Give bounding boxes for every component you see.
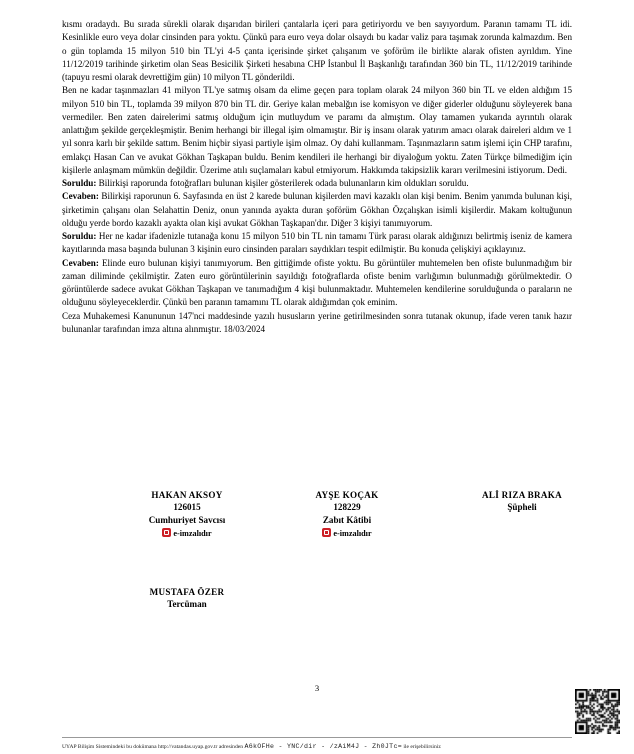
- signature-number: 126015: [173, 502, 201, 513]
- esignature-text: e-imzalıdır: [173, 529, 212, 539]
- signature-name: MUSTAFA ÖZER: [149, 587, 225, 597]
- page-number: 3: [314, 683, 320, 693]
- paragraph: kısmı oradaydı. Bu sırada sürekli olarak dışarıdan birileri çantalarla içeri para getiriyordu ve ben sayıyordum. Paranın tamamı TL idi. Kesinlikle euro veya dolar cinsinden para yoktu. Çünkü para euro veya dolar olsaydı bu kadar valiz para taşımak zorunda kalmazdım. Ben o gün toplamda 15 milyon 510 bin TL'yi 4-5 çanta içerisinde şirket çalışanım ve şoförüm ile birlikte alarak ofisten ayrıldım. Yine 11/12/2019 tarihinde şirketim olan Seas Besicilik Şirketi hesabına CHP İstanbul İl Başkanlığı tarafından 360 bin TL, 11/12/2019 tarihinde (tapuyu resmi olarak devrettiğim gün) 10 milyon TL gönderildi.: [62, 19, 572, 82]
- footer-divider: [62, 737, 572, 738]
- signature-role: Zabıt Kâtibi: [322, 514, 372, 525]
- signature-role: Şüpheli: [507, 502, 537, 513]
- signature-block-second-row: [62, 586, 572, 646]
- esignature-mark: [162, 528, 211, 540]
- paragraph-text: Bilirkişi raporunun 6. Sayfasında en üst 2 karede bulunan kişilerden mavi kazaklı olan kişi benim. Benim yanımda bulunan kişi, şirketimin çalışanı olan Selahattin Deniz, onun yanında ayakta duran şoförüm Gökhan Özçalışkan isimli kişilerdir. Makam koltuğunun olduğu yerde bordo kazaklı ayakta olan kişi avukat Gökhan Taşkapan'dır. Diğer 3 kişiyi tanımıyorum.: [62, 191, 572, 228]
- paragraph: [62, 230, 572, 257]
- signature-name: HAKAN AKSOY: [151, 490, 223, 500]
- signature-prosecutor: [102, 489, 272, 541]
- document-body: [62, 18, 572, 336]
- footer-access-code: A6kOFHe - YNC/dir - /zAiM4J - Zh0JTc=: [244, 743, 402, 750]
- signature-name: AYŞE KOÇAK: [315, 490, 379, 500]
- paragraph: [62, 177, 572, 190]
- paragraph-label: Cevaben:: [62, 257, 99, 268]
- signature-name: ALİ RIZA BRAKA: [482, 490, 562, 500]
- paragraph: Ceza Muhakemesi Kanununun 147'nci maddesinde yazılı hususların yerine getirilmesinden sonra tutanak okunup, ifade veren tanık hazır bulunanlar tarafından imza altına alınmıştır. 18/03/2024: [62, 310, 572, 334]
- footer-suffix: ile erişebilirsiniz: [401, 744, 441, 750]
- signature-number: 128229: [333, 502, 361, 513]
- paragraph-label: Soruldu:: [62, 231, 97, 241]
- qr-code: [575, 689, 620, 734]
- signature-interpreter: [102, 586, 272, 611]
- paragraph-text: Bilirkişi raporunda fotoğrafları bulunan kişiler gösterilerek odada bulunanların kim oldukları soruldu.: [96, 178, 469, 188]
- signature-block: [62, 489, 572, 549]
- footer-prefix: UYAP Bilişim Sistemindeki bu dokümana http://vatandas.uyap.gov.tr adresinden: [62, 744, 245, 750]
- paragraph-text: Her ne kadar ifadenizle tutanağa konu 15 milyon 510 bin TL nin tamamı Türk parası olarak aldığınızı belirtmiş iseniz de kamera kayıtlarında masa başında bulunan 3 kişinin euro cinsinden paraları saydıkları tespit edilmiştir. Bu konuda çelişkiyi açıklayınız.: [62, 231, 572, 255]
- signature-clerk: [267, 489, 427, 541]
- paragraph: Ben ne kadar taşınmazları 41 milyon TL'ye satmış olsam da elime geçen para toplam olarak 24 milyon 360 bin TL ve elden aldığım 15 milyon 510 bin TL, toplamda 39 milyon 870 bin TL dir. Geriye kalan mebalğın ise komisyon ve diğer giderler olduğunu söyleyerek bana vermediler. Ben zaten dairelerimi satmış olduğum için mutluydum ve paramı da almıştım. Olay tamamen yukarıda ayrıntılı olarak anlattığım şekilde gerçekleşmiştir. Benim herhangi bir illegal işim olmamıştır. Bir iş insanı olarak yatırım amacı olarak daireleri aldım ve 1 yıl sonra karlı bir şekilde sattım. Benim hiçbir siyasi partiyle işim olmaz. Oy dahi kullanmam. Taşınmazların satım işlemi için CHP tarafını, emlakçı Hasan Can ve avukat Gökhan Taşkapan buldu. Benim kendileri ile herhangi bir diyaloğum yoktu. Zaten Türkçe bilmediğim için kişilerle anlaşmam mümkün değildir. Üzerime atılı suçlamaları kabul etmiyorum. Hakkımda takipsizlik kararı verilmesini istiyorum. Dedi.: [62, 85, 572, 175]
- signature-suspect: [442, 489, 602, 514]
- footer-text: [62, 743, 578, 750]
- paragraph: [62, 257, 572, 310]
- paragraph-text: Elinde euro bulunan kişiyi tanımıyorum. Ben gittiğimde ofiste yoktu. Bu görüntüler muhtemelen ben ofiste bulunmadığım bir zaman diliminde çekilmiştir. Zaten euro görüntülerinin sayıldığı fotoğraflarda ofiste benim varlığımın bulunmadığı görülmektedir. O görüntülerde sadece avukat Gökhan Taşkapan ve tanımadığım 4 kişi bulunmaktadır. Muhtemelen kendilerine sorulduğunda o paraların ne olduğunu söyleyeceklerdir. Çünkü ben paranın tamamını TL olarak aldığımdan çok eminim.: [62, 257, 572, 308]
- signature-role: Tercüman: [167, 599, 207, 610]
- esignature-stamp-icon: [162, 528, 171, 537]
- esignature-stamp-icon: [322, 528, 331, 537]
- paragraph-label: Cevaben:: [62, 191, 99, 202]
- esignature-text: e-imzalıdır: [333, 529, 372, 539]
- esignature-mark: [322, 528, 371, 540]
- signature-role: Cumhuriyet Savcısı: [148, 514, 226, 525]
- paragraph-label: Soruldu:: [62, 178, 97, 188]
- paragraph: [62, 190, 572, 230]
